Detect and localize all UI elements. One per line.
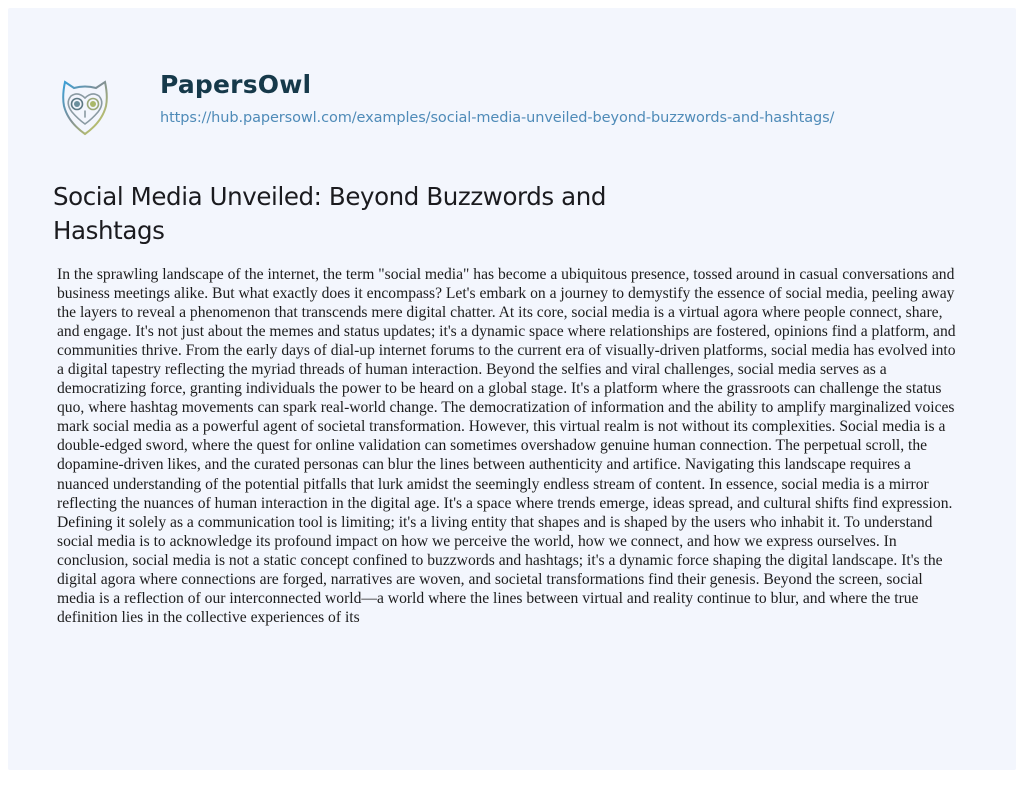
body-text-line: the layers to reveal a phenomenon that transcends mere digital chatter. At its core, social media is a virtual agora where people connect, share, xyxy=(57,304,943,322)
article-url-link[interactable]: https://hub.papersowl.com/examples/social-media-unveiled-beyond-buzzwords-and-hashtags/ xyxy=(160,110,835,126)
body-text-line: mark social media as a powerful agent of societal transformation. However, this virtual realm is not without its complexities. Social media is a xyxy=(57,418,946,436)
body-text-line: conclusion, social media is not a static concept confined to buzzwords and hashtags; it's a dynamic force shaping the digital landscape. It's the xyxy=(57,551,943,569)
body-text-line: Defining it solely as a communication tool is limiting; it's a living entity that shapes and is shaped by the users who inhabit it. To understand xyxy=(57,513,933,531)
body-text-line: double-edged sword, where the quest for online validation can sometimes overshadow genuine human connection. The perpetual scroll, the xyxy=(57,437,928,455)
body-text-line: reflecting the nuances of human interaction in the digital age. It's a space where trends emerge, ideas spread, and cultural shifts find expression. xyxy=(57,494,953,512)
article-title xyxy=(53,180,733,248)
body-text-line: digital agora where connections are forged, narratives are woven, and societal transformations find their genesis. Beyond the screen, social xyxy=(57,570,923,588)
body-text-line: social media is to acknowledge its profound impact on how we perceive the world, how we connect, and how we express ourselves. In xyxy=(57,532,897,550)
article-title-line: Social Media Unveiled: Beyond Buzzwords and xyxy=(53,182,607,211)
body-text-line: and engage. It's not just about the memes and status updates; it's a dynamic space where relationships are fostered, opinions find a platform, and xyxy=(57,323,956,341)
body-text-line: definition lies in the collective experiences of its xyxy=(57,608,360,626)
body-text-line: media is a reflection of our interconnected world—a world where the lines between virtual and reality continue to blur, and where the true xyxy=(57,589,919,607)
body-text-line: quo, where hashtag movements can spark real-world change. The democratization of information and the ability to amplify marginalized voices xyxy=(57,399,955,417)
article-title-line: Hashtags xyxy=(53,216,165,245)
body-text-line: dopamine-driven likes, and the curated personas can blur the lines between authenticity and artifice. Navigating this landscape requires a xyxy=(57,456,911,474)
body-text-line: communities thrive. From the early days of dial-up internet forums to the current era of visually-driven platforms, social media has evolved into xyxy=(57,342,956,360)
document-card xyxy=(8,8,1016,770)
body-text-line: business meetings alike. But what exactly does it encompass? Let's embark on a journey to demystify the essence of social media, peeling away xyxy=(57,285,955,303)
body-text-line: a digital tapestry reflecting the myriad threads of human interaction. Beyond the selfies and viral challenges, social media serves as a xyxy=(57,361,887,379)
body-text-line: democratizing force, granting individuals the power to be heard on a global stage. It's a platform where the grassroots can challenge the status xyxy=(57,380,942,398)
owl-logo-icon[interactable] xyxy=(60,76,110,138)
brand-name[interactable]: PapersOwl xyxy=(160,70,312,99)
body-text-line: In the sprawling landscape of the internet, the term "social media" has become a ubiquitous presence, tossed around in casual conversations and xyxy=(57,266,955,283)
body-text-line: nuanced understanding of the potential pitfalls that lurk amidst the seemingly endless stream of content. In essence, social media is a mirror xyxy=(57,475,929,493)
article-body xyxy=(57,265,1017,627)
